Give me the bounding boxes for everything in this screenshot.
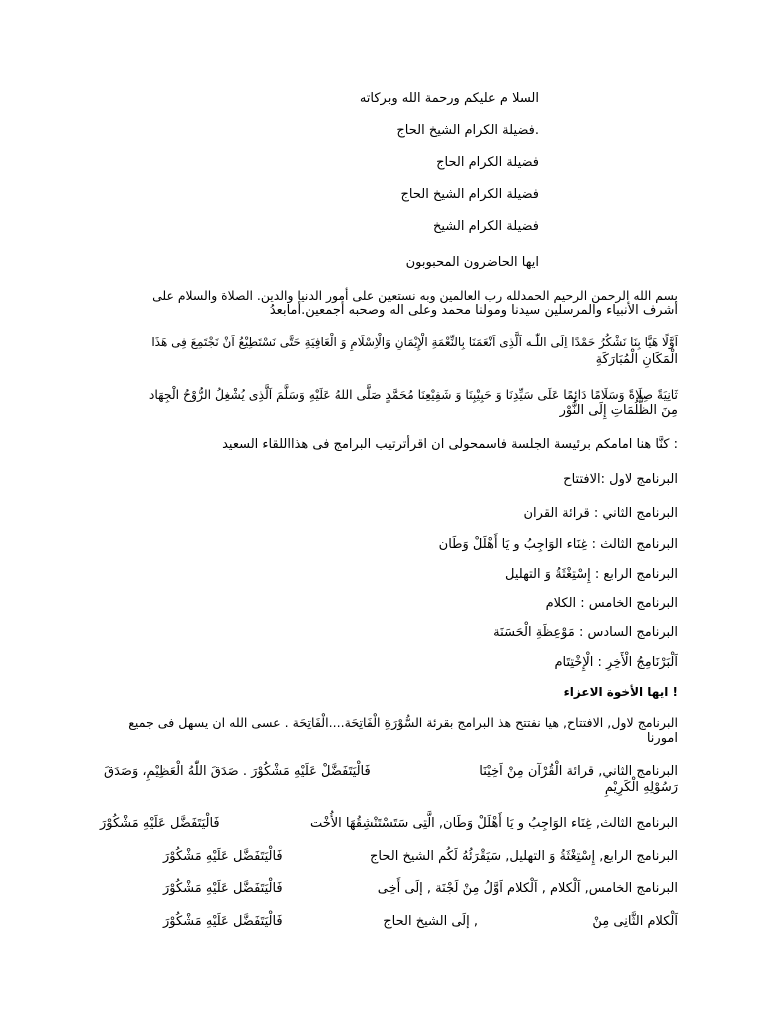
- first-paragraph-line-1: اَوَّلًا هَيَّا بِنَا نَشْكُرُ حَمْدًا اِلَى اللّٰـه اَلَّذِى اَنْعَمَنَا بِالنِّعْمَةِ الْإِيْمَانِ وَالْاِسْلَامِ وَ الْعَافِيَةِ حَتَّى نَسْتَطِيْعُ اَنْ نَجْتَمِعَ فِى هَذَا: [151, 335, 678, 349]
- program-list-item-5: البرنامج الخامس : الكلام: [545, 596, 678, 611]
- honor-line-1: .فضيلة الكرام الشيخ الحاج: [396, 123, 539, 138]
- intro-line: : كنَّا هنا امامكم برئيسة الجلسة فاسمحولى ان اقرأترتيب البرامج فى هذااللقاء السعيد: [222, 437, 678, 452]
- honor-line-2: فضيلة الكرام الحاج: [436, 155, 539, 170]
- detail-6-middle: , إلَى الشيخ الحاج: [383, 914, 478, 929]
- detail-2-line-2: رَسُوْلِهِ الْكَرِيْمِ: [604, 780, 678, 795]
- detail-5-end: فَالْيَتَفَضَّل عَلَيْهِ مَشْكُوْرَ: [163, 881, 283, 896]
- detail-3-end: فَالْيَتَفَضَّل عَلَيْهِ مَشْكُوْرَ: [100, 816, 220, 831]
- detail-4-end: فَالْيَتَفَضَّل عَلَيْهِ مَشْكُوْرَ: [163, 849, 283, 864]
- detail-4-start: البرنامج الرابع, إِسْتِغْثَةُ وَ التهليل, سَيَقْرَئُهُ لَكُم الشيخ الحاج: [370, 849, 678, 864]
- opening-paragraph-line-1: بسم الله الرحمن الرحيم الحمدلله رب العالمين وبه نستعين على أمور الدنيا والدين. الصلاة والسلام على: [152, 288, 678, 303]
- program-list-item-3: البرنامج الثالث : غِنَاء الوَاجِبُ و يَا أَهْلَلْ وَطَان: [438, 537, 678, 552]
- detail-2-line-1: البرنامج الثاني, قرائة الْقُرْآن مِنْ اَخِيْنَا: [479, 764, 678, 779]
- detail-6-end: فَالْيَتَفَضَّل عَلَيْهِ مَشْكُوْرَ: [163, 914, 283, 929]
- program-list-item-7: اَلْبَرْنَامِجُ الْأَخِرِ : الْإِخْتِتَام: [554, 655, 678, 670]
- second-paragraph-line-1: ثَانِيَةً صِلَاةً وَسَلَامًا دَائِمًا عَلَى سَيِّدِنَا وَ حَبِيْبِنَا وَ شَفِيْعِنَا مُحَمَّدٍ صَلَّى اللهُ عَلَيْهِ وَسَلَّمَ اَلَّذِى يُشْغِلُ الرُّوْحُ الْجِهَاد: [148, 387, 678, 402]
- program-list-item-1: البرنامج لاول :الافتتاح: [563, 472, 678, 487]
- second-paragraph-line-2: مِنَ الظُّلُمَاتِ إِلَى النُّوْر: [559, 403, 678, 418]
- honor-line-3: فضيلة الكرام الشيخ الحاج: [400, 187, 539, 202]
- first-paragraph-line-2: الْمَكَانِ الْمُبَارَكَةِ: [595, 352, 678, 367]
- greeting-line: السلا م عليكم ورحمة الله وبركاته: [359, 91, 539, 106]
- honor-line-4: فضيلة الكرام الشيخ: [432, 219, 539, 234]
- detail-6-start: اَلْكلام الثَّانِى مِنْ: [592, 914, 678, 929]
- brothers-heading: ! ايها الأخوة الاعزاء: [563, 685, 678, 699]
- detail-5-start: البرنامج الخامس, اَلْكلام , اَلْكلام اَوَّلُ مِنْ لَجْنَة , إلَى أَخِى: [377, 881, 678, 896]
- program-list-item-2: البرنامج الثاني : قرائة القران: [523, 506, 678, 521]
- detail-3-start: البرنامج الثالث, غِنَاء الوَاجِبُ و يَا أَهْلَلْ وَطَان, الَّتِى سَتَسْتَنْشِقُهَا الأُخْت: [309, 816, 678, 831]
- program-list-item-6: البرنامج السادس : مَوْعِظَةِ الْحَسَنَة: [493, 625, 678, 640]
- audience-line: ايها الحاضرون المحبوبون: [405, 255, 539, 270]
- opening-paragraph-line-2: أشرف الأنبياء والمرسلين سيدنا ومولنا محمد وعلى اله وصحبه أجمعين.أمابعدُ: [269, 303, 678, 318]
- detail-1-line-2: امورنا: [646, 731, 678, 746]
- program-list-item-4: البرنامج الرابع : إِسْتِغْثَةُ وَ التهليل: [505, 567, 678, 582]
- detail-1-line-1: البرنامج لاول, الافتتاح, هيا نفتتح هذ البرامج بقرئة السُّوْرَةِ الْفَاتِحَة....الْفَاتِحَة . عسى الله ان يسهل فى جميع: [128, 715, 678, 730]
- detail-2-line-1-end: فَالْيَتَفَضَّلْ عَلَيْهِ مَشْكُوْرَ . صَدَقَ اللّٰهُ الْعَظِيْمِ، وَصَدَقَ: [104, 764, 371, 779]
